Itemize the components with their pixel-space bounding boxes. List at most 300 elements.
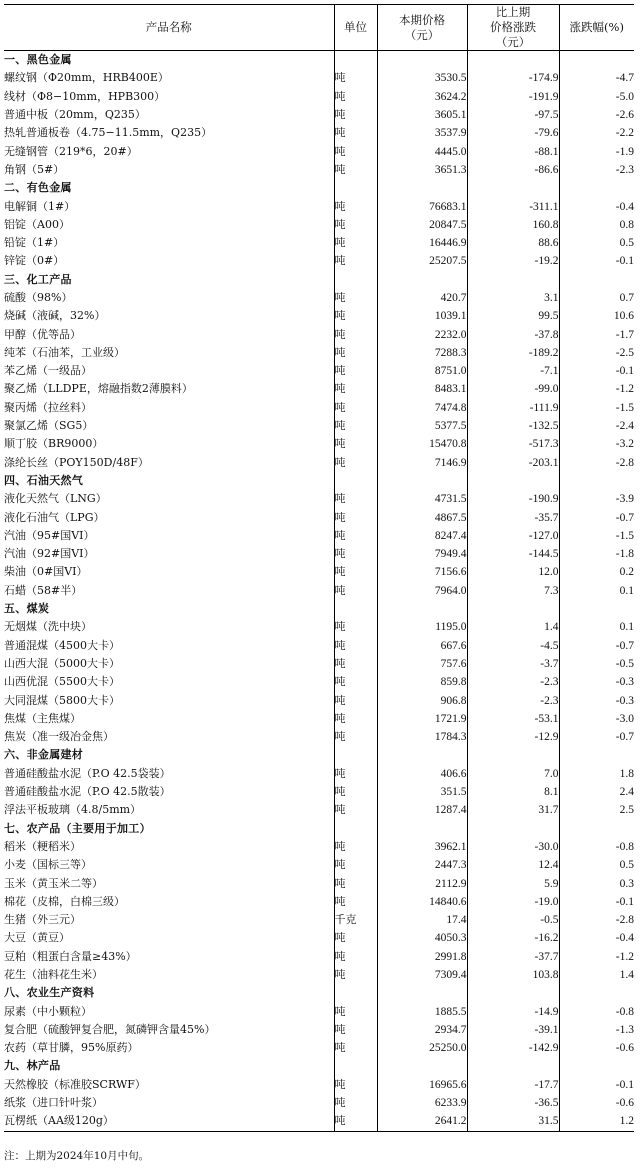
product-name-cell: 无烟煤（洗中块） bbox=[4, 620, 92, 634]
change-cell: 12.4 bbox=[467, 856, 559, 874]
pct-cell: 1.4 bbox=[559, 966, 634, 984]
change-cell: -191.9 bbox=[467, 88, 559, 106]
pct-cell: -1.5 bbox=[559, 399, 634, 417]
change-cell: -7.1 bbox=[467, 362, 559, 380]
price-cell: 3537.9 bbox=[377, 124, 467, 142]
product-name-cell: 山西大混（5000大卡） bbox=[4, 656, 120, 670]
price-cell: 7964.0 bbox=[377, 582, 467, 600]
table-row bbox=[4, 545, 634, 563]
product-name-cell: 聚丙烯（拉丝料） bbox=[4, 400, 92, 414]
table-row bbox=[4, 1076, 634, 1094]
change-cell: -17.7 bbox=[467, 1076, 559, 1094]
unit-cell: 吨 bbox=[334, 838, 377, 856]
pct-cell: 0.8 bbox=[559, 216, 634, 234]
pct-cell: 2.4 bbox=[559, 783, 634, 801]
unit-cell: 吨 bbox=[334, 307, 377, 325]
table-row bbox=[4, 1112, 634, 1131]
pct-cell: -2.2 bbox=[559, 124, 634, 142]
table-row bbox=[4, 710, 634, 728]
table-row bbox=[4, 527, 634, 545]
unit-cell: 吨 bbox=[334, 856, 377, 874]
change-cell: -19.2 bbox=[467, 252, 559, 270]
header-price bbox=[377, 5, 467, 51]
table-row bbox=[4, 1002, 634, 1020]
unit-cell: 吨 bbox=[334, 1002, 377, 1020]
product-name-cell: 普通硅酸盐水泥（P.O 42.5袋装） bbox=[4, 766, 171, 780]
product-name-cell: 铝锭（A00） bbox=[4, 217, 70, 231]
product-name-cell: 硫酸（98%） bbox=[4, 291, 73, 304]
unit-cell: 吨 bbox=[334, 801, 377, 819]
unit-cell: 吨 bbox=[334, 234, 377, 252]
header-pct-text: 涨跌幅(%) bbox=[569, 20, 624, 34]
product-name-cell: 浮法平板玻璃（4.8/5mm） bbox=[4, 803, 142, 817]
price-cell: 2447.3 bbox=[377, 856, 467, 874]
table-row bbox=[4, 289, 634, 307]
pct-cell: 0.5 bbox=[559, 234, 634, 252]
change-cell: 103.8 bbox=[467, 966, 559, 984]
category-row bbox=[4, 746, 634, 764]
pct-cell: -0.3 bbox=[559, 691, 634, 709]
unit-cell: 吨 bbox=[334, 966, 377, 984]
unit-cell: 吨 bbox=[334, 161, 377, 179]
product-name-cell: 纯苯（石油苯，工业级） bbox=[4, 345, 125, 359]
price-cell: 5377.5 bbox=[377, 417, 467, 435]
product-name-cell: 柴油（0#国VI） bbox=[4, 565, 88, 579]
product-name-cell: 无缝钢管（219*6，20#） bbox=[4, 144, 138, 158]
pct-cell: -0.1 bbox=[559, 362, 634, 380]
price-cell: 7156.6 bbox=[377, 563, 467, 581]
pct-cell bbox=[559, 271, 634, 289]
unit-cell: 吨 bbox=[334, 454, 377, 472]
change-cell: 3.1 bbox=[467, 289, 559, 307]
table-row bbox=[4, 655, 634, 673]
header-product-name bbox=[4, 5, 334, 51]
product-name-cell: 花生（油料花生米） bbox=[4, 967, 103, 981]
table-row bbox=[4, 88, 634, 106]
price-cell: 8483.1 bbox=[377, 380, 467, 398]
table-row bbox=[4, 691, 634, 709]
product-name-cell: 普通混煤（4500大卡） bbox=[4, 638, 120, 652]
table-row bbox=[4, 252, 634, 270]
change-cell: -189.2 bbox=[467, 344, 559, 362]
pct-cell: -0.8 bbox=[559, 1002, 634, 1020]
pct-cell: -1.5 bbox=[559, 527, 634, 545]
pct-cell bbox=[559, 51, 634, 70]
pct-cell: 1.2 bbox=[559, 1112, 634, 1131]
unit-cell bbox=[334, 1057, 377, 1075]
price-cell: 20847.5 bbox=[377, 216, 467, 234]
table-row bbox=[4, 911, 634, 929]
product-name-cell: 天然橡胶（标准胶SCRWF） bbox=[4, 1077, 146, 1091]
unit-cell: 吨 bbox=[334, 1094, 377, 1112]
product-name-cell: 铅锭（1#） bbox=[4, 236, 65, 250]
category-row bbox=[4, 271, 634, 289]
pct-cell: -2.8 bbox=[559, 454, 634, 472]
pct-cell: -2.5 bbox=[559, 344, 634, 362]
table-row bbox=[4, 582, 634, 600]
change-cell: -97.5 bbox=[467, 106, 559, 124]
product-name-cell: 涤纶长丝（POY150D/48F） bbox=[4, 455, 149, 469]
price-cell: 1039.1 bbox=[377, 307, 467, 325]
change-cell: -30.0 bbox=[467, 838, 559, 856]
change-cell bbox=[467, 472, 559, 490]
pct-cell: -0.7 bbox=[559, 728, 634, 746]
product-name-cell: 螺纹钢（Φ20mm，HRB400E） bbox=[4, 71, 169, 85]
product-name-cell: 农药（草甘膦，95%原药） bbox=[4, 1041, 139, 1055]
pct-cell: -1.2 bbox=[559, 948, 634, 966]
pct-cell bbox=[559, 819, 634, 837]
product-name-cell: 大豆（黄豆） bbox=[4, 931, 70, 945]
price-cell: 25207.5 bbox=[377, 252, 467, 270]
price-cell: 3651.3 bbox=[377, 161, 467, 179]
table-row bbox=[4, 1021, 634, 1039]
unit-cell: 吨 bbox=[334, 637, 377, 655]
product-name-cell: 角钢（5#） bbox=[4, 162, 65, 176]
unit-cell: 吨 bbox=[334, 252, 377, 270]
unit-cell: 吨 bbox=[334, 435, 377, 453]
price-cell: 4445.0 bbox=[377, 142, 467, 160]
change-cell: 160.8 bbox=[467, 216, 559, 234]
price-cell bbox=[377, 472, 467, 490]
unit-cell: 吨 bbox=[334, 216, 377, 234]
table-row bbox=[4, 490, 634, 508]
pct-cell: 10.6 bbox=[559, 307, 634, 325]
unit-cell: 吨 bbox=[334, 124, 377, 142]
unit-cell bbox=[334, 984, 377, 1002]
product-name-cell: 顺丁胶（BR9000） bbox=[4, 437, 104, 451]
pct-cell: 2.5 bbox=[559, 801, 634, 819]
price-cell: 8247.4 bbox=[377, 527, 467, 545]
change-cell: 31.5 bbox=[467, 1112, 559, 1131]
price-cell: 667.6 bbox=[377, 637, 467, 655]
unit-cell bbox=[334, 51, 377, 70]
price-cell: 25250.0 bbox=[377, 1039, 467, 1057]
table-row bbox=[4, 893, 634, 911]
price-cell bbox=[377, 179, 467, 197]
unit-cell: 吨 bbox=[334, 508, 377, 526]
change-cell bbox=[467, 746, 559, 764]
price-cell: 2641.2 bbox=[377, 1112, 467, 1131]
unit-cell: 吨 bbox=[334, 728, 377, 746]
product-name-cell: 电解铜（1#） bbox=[4, 199, 76, 213]
unit-cell: 吨 bbox=[334, 1021, 377, 1039]
price-cell: 17.4 bbox=[377, 911, 467, 929]
unit-cell: 吨 bbox=[334, 417, 377, 435]
product-name-cell: 豆粕（粗蛋白含量≥43%） bbox=[4, 949, 137, 963]
table-row bbox=[4, 838, 634, 856]
price-cell: 859.8 bbox=[377, 673, 467, 691]
price-cell: 2934.7 bbox=[377, 1021, 467, 1039]
price-cell bbox=[377, 1057, 467, 1075]
price-cell bbox=[377, 271, 467, 289]
price-cell: 7474.8 bbox=[377, 399, 467, 417]
price-cell: 15470.8 bbox=[377, 435, 467, 453]
pct-cell: -4.7 bbox=[559, 69, 634, 87]
table-row bbox=[4, 801, 634, 819]
change-cell: -37.7 bbox=[467, 948, 559, 966]
table-row bbox=[4, 234, 634, 252]
price-cell: 757.6 bbox=[377, 655, 467, 673]
price-cell: 14840.6 bbox=[377, 893, 467, 911]
unit-cell: 吨 bbox=[334, 563, 377, 581]
unit-cell: 吨 bbox=[334, 691, 377, 709]
pct-cell: -1.9 bbox=[559, 142, 634, 160]
unit-cell: 吨 bbox=[334, 929, 377, 947]
change-cell: 88.6 bbox=[467, 234, 559, 252]
table-body bbox=[4, 51, 634, 1132]
header-pct bbox=[559, 5, 634, 51]
product-name-cell: 聚氯乙烯（SG5） bbox=[4, 419, 94, 433]
pct-cell: 0.7 bbox=[559, 289, 634, 307]
header-change-text: 比上期 价格涨跌 （元） bbox=[490, 5, 536, 49]
unit-cell: 吨 bbox=[334, 490, 377, 508]
product-name-cell: 九、林产品 bbox=[4, 1059, 61, 1073]
change-cell: -88.1 bbox=[467, 142, 559, 160]
price-cell: 3530.5 bbox=[377, 69, 467, 87]
price-cell bbox=[377, 819, 467, 837]
change-cell: -203.1 bbox=[467, 454, 559, 472]
unit-cell: 吨 bbox=[334, 380, 377, 398]
change-cell: -111.9 bbox=[467, 399, 559, 417]
table-row bbox=[4, 216, 634, 234]
table-row bbox=[4, 563, 634, 581]
product-name-cell: 瓦楞纸（AA级120g） bbox=[4, 1112, 334, 1131]
price-cell: 8751.0 bbox=[377, 362, 467, 380]
price-cell: 16446.9 bbox=[377, 234, 467, 252]
table-row bbox=[4, 417, 634, 435]
change-cell: -19.0 bbox=[467, 893, 559, 911]
unit-cell: 吨 bbox=[334, 673, 377, 691]
change-cell: 12.0 bbox=[467, 563, 559, 581]
change-cell: -35.7 bbox=[467, 508, 559, 526]
unit-cell: 吨 bbox=[334, 893, 377, 911]
product-name-cell: 线材（Φ8−10mm，HPB300） bbox=[4, 89, 166, 103]
unit-cell: 吨 bbox=[334, 142, 377, 160]
header-change bbox=[467, 5, 559, 51]
unit-cell: 吨 bbox=[334, 765, 377, 783]
price-cell: 4050.3 bbox=[377, 929, 467, 947]
header-unit-text: 单位 bbox=[344, 20, 367, 34]
unit-cell: 吨 bbox=[334, 1039, 377, 1057]
price-cell: 906.8 bbox=[377, 691, 467, 709]
category-row bbox=[4, 819, 634, 837]
category-row bbox=[4, 472, 634, 490]
product-name-cell: 玉米（黄玉米二等） bbox=[4, 876, 103, 890]
product-name-cell: 普通硅酸盐水泥（P.O 42.5散装） bbox=[4, 785, 171, 799]
table-row bbox=[4, 454, 634, 472]
change-cell bbox=[467, 271, 559, 289]
unit-cell: 吨 bbox=[334, 197, 377, 215]
pct-cell: -2.3 bbox=[559, 161, 634, 179]
price-cell: 3962.1 bbox=[377, 838, 467, 856]
pct-cell: -3.2 bbox=[559, 435, 634, 453]
price-cell: 7288.3 bbox=[377, 344, 467, 362]
table-row bbox=[4, 362, 634, 380]
product-name-cell: 四、石油天然气 bbox=[4, 473, 84, 487]
price-table bbox=[4, 4, 634, 1132]
pct-cell: -0.4 bbox=[559, 197, 634, 215]
unit-cell: 吨 bbox=[334, 325, 377, 343]
change-cell: -37.8 bbox=[467, 325, 559, 343]
unit-cell bbox=[334, 179, 377, 197]
table-row bbox=[4, 948, 634, 966]
category-row bbox=[4, 1057, 634, 1075]
table-header-row bbox=[4, 5, 634, 51]
product-name-cell: 烧碱（液碱，32%） bbox=[4, 309, 106, 323]
product-name-cell: 石蜡（58#半） bbox=[4, 583, 83, 597]
table-row bbox=[4, 142, 634, 160]
unit-cell: 千克 bbox=[334, 911, 377, 929]
pct-cell: -1.3 bbox=[559, 1021, 634, 1039]
pct-cell: -2.6 bbox=[559, 106, 634, 124]
price-cell: 2232.0 bbox=[377, 325, 467, 343]
pct-cell: -1.7 bbox=[559, 325, 634, 343]
pct-cell: -0.8 bbox=[559, 838, 634, 856]
change-cell: -99.0 bbox=[467, 380, 559, 398]
pct-cell: -0.1 bbox=[559, 252, 634, 270]
pct-cell: -0.4 bbox=[559, 929, 634, 947]
header-price-text: 本期价格 （元） bbox=[399, 12, 445, 42]
product-name-cell: 小麦（国标三等） bbox=[4, 858, 92, 872]
price-cell: 406.6 bbox=[377, 765, 467, 783]
product-name-cell: 热轧普通板卷（4.75−11.5mm，Q235） bbox=[4, 126, 213, 140]
header-unit bbox=[334, 5, 377, 51]
price-cell: 420.7 bbox=[377, 289, 467, 307]
table-row bbox=[4, 307, 634, 325]
product-name-cell: 焦煤（主焦煤） bbox=[4, 711, 81, 725]
pct-cell: 1.8 bbox=[559, 765, 634, 783]
pct-cell: -2.4 bbox=[559, 417, 634, 435]
change-cell: -132.5 bbox=[467, 417, 559, 435]
pct-cell: -0.1 bbox=[559, 893, 634, 911]
price-cell: 4731.5 bbox=[377, 490, 467, 508]
table-row bbox=[4, 69, 634, 87]
pct-cell: -0.3 bbox=[559, 673, 634, 691]
category-row bbox=[4, 51, 634, 70]
table-row bbox=[4, 728, 634, 746]
price-cell bbox=[377, 600, 467, 618]
product-name-cell: 汽油（95#国VI） bbox=[4, 528, 95, 542]
change-cell bbox=[467, 984, 559, 1002]
price-cell bbox=[377, 984, 467, 1002]
change-cell: -53.1 bbox=[467, 710, 559, 728]
change-cell bbox=[467, 179, 559, 197]
change-cell bbox=[467, 600, 559, 618]
table-row bbox=[4, 508, 634, 526]
table-row bbox=[4, 161, 634, 179]
change-cell: -2.3 bbox=[467, 673, 559, 691]
change-cell: -174.9 bbox=[467, 69, 559, 87]
pct-cell: -0.5 bbox=[559, 655, 634, 673]
table-row bbox=[4, 1094, 634, 1112]
pct-cell bbox=[559, 179, 634, 197]
unit-cell: 吨 bbox=[334, 88, 377, 106]
table-row bbox=[4, 325, 634, 343]
change-cell bbox=[467, 51, 559, 70]
product-name-cell: 复合肥（硫酸钾复合肥，氮磷钾含量45%） bbox=[4, 1022, 216, 1036]
product-name-cell: 液化石油气（LPG） bbox=[4, 510, 105, 524]
unit-cell: 吨 bbox=[334, 1112, 377, 1131]
unit-cell: 吨 bbox=[334, 582, 377, 600]
pct-cell: 0.3 bbox=[559, 874, 634, 892]
product-name-cell: 液化天然气（LNG） bbox=[4, 492, 107, 506]
unit-cell: 吨 bbox=[334, 710, 377, 728]
pct-cell: -2.8 bbox=[559, 911, 634, 929]
product-name-cell: 汽油（92#国VI） bbox=[4, 547, 95, 561]
pct-cell bbox=[559, 600, 634, 618]
unit-cell: 吨 bbox=[334, 874, 377, 892]
category-row bbox=[4, 984, 634, 1002]
pct-cell: -0.1 bbox=[559, 1076, 634, 1094]
change-cell: -39.1 bbox=[467, 1021, 559, 1039]
price-cell: 6233.9 bbox=[377, 1094, 467, 1112]
change-cell bbox=[467, 1057, 559, 1075]
price-cell: 1784.3 bbox=[377, 728, 467, 746]
change-cell: -36.5 bbox=[467, 1094, 559, 1112]
change-cell: -16.2 bbox=[467, 929, 559, 947]
price-cell: 7309.4 bbox=[377, 966, 467, 984]
change-cell: -0.5 bbox=[467, 911, 559, 929]
product-name-cell: 稻米（粳稻米） bbox=[4, 839, 81, 853]
table-row bbox=[4, 197, 634, 215]
unit-cell: 吨 bbox=[334, 527, 377, 545]
table-row bbox=[4, 783, 634, 801]
unit-cell: 吨 bbox=[334, 106, 377, 124]
change-cell: -142.9 bbox=[467, 1039, 559, 1057]
price-cell: 4867.5 bbox=[377, 508, 467, 526]
product-name-cell: 五、煤炭 bbox=[4, 602, 50, 616]
change-cell: -86.6 bbox=[467, 161, 559, 179]
pct-cell bbox=[559, 472, 634, 490]
unit-cell: 吨 bbox=[334, 545, 377, 563]
table-row bbox=[4, 1039, 634, 1057]
unit-cell bbox=[334, 600, 377, 618]
price-cell: 351.5 bbox=[377, 783, 467, 801]
footnote: 注：上期为2024年10月中旬。 bbox=[4, 1150, 150, 1162]
table-row bbox=[4, 399, 634, 417]
change-cell: 7.3 bbox=[467, 582, 559, 600]
product-name-cell: 焦炭（准一级冶金焦） bbox=[4, 730, 114, 744]
price-cell: 2991.8 bbox=[377, 948, 467, 966]
product-name-cell: 二、有色金属 bbox=[4, 181, 72, 195]
category-row bbox=[4, 179, 634, 197]
pct-cell bbox=[559, 746, 634, 764]
pct-cell bbox=[559, 984, 634, 1002]
product-name-cell: 七、农产品（主要用于加工） bbox=[4, 821, 151, 835]
product-name-cell: 生猪（外三元） bbox=[4, 913, 81, 927]
product-name-cell: 尿素（中小颗粒） bbox=[4, 1004, 92, 1018]
unit-cell: 吨 bbox=[334, 344, 377, 362]
product-name-cell: 纸浆（进口针叶浆） bbox=[4, 1096, 103, 1110]
pct-cell: -0.6 bbox=[559, 1039, 634, 1057]
product-name-cell: 三、化工产品 bbox=[4, 272, 72, 286]
product-name-cell: 聚乙烯（LLDPE，熔融指数2薄膜料） bbox=[4, 382, 193, 396]
price-cell: 7146.9 bbox=[377, 454, 467, 472]
pct-cell: -1.2 bbox=[559, 380, 634, 398]
pct-cell: 0.2 bbox=[559, 563, 634, 581]
product-name-cell: 锌锭（0#） bbox=[4, 254, 65, 268]
change-cell: -144.5 bbox=[467, 545, 559, 563]
unit-cell: 吨 bbox=[334, 1076, 377, 1094]
unit-cell: 吨 bbox=[334, 69, 377, 87]
table-row bbox=[4, 966, 634, 984]
change-cell: 99.5 bbox=[467, 307, 559, 325]
change-cell bbox=[467, 819, 559, 837]
pct-cell bbox=[559, 1057, 634, 1075]
change-cell: -14.9 bbox=[467, 1002, 559, 1020]
table-row bbox=[4, 618, 634, 636]
pct-cell: -0.6 bbox=[559, 1094, 634, 1112]
